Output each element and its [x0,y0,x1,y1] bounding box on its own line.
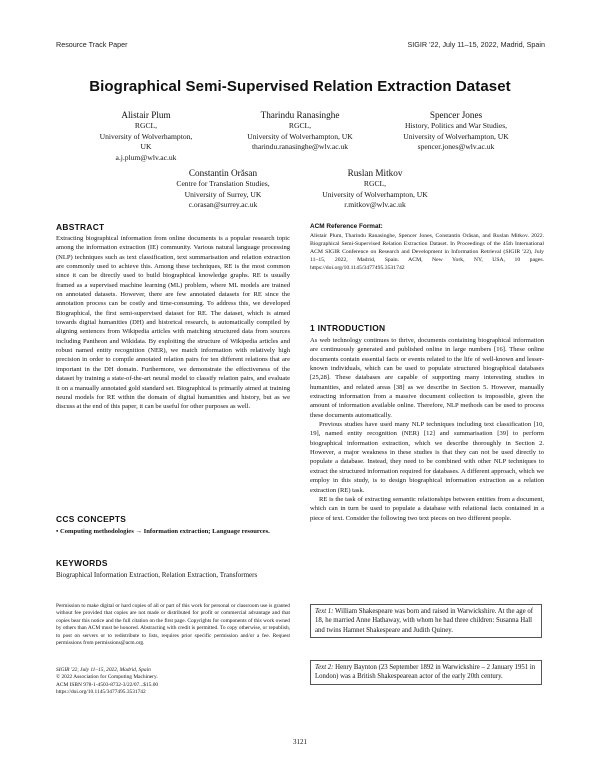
author-name: Ruslan Mitkov [347,168,403,178]
abstract-text: Extracting biographical information from online documents is a popular research topic among the information extraction (IE) community. Various natural language processing (NLP) techniques such as text classification, text summarisation and relation extraction are commonly used to achieve this. Among these techniques, RE is the most common since it can be directly used to build biographical knowledge graphs. RE is usually framed as a supervised machine learning (ML) problem, where ML models are trained on annotated datasets. However, there are few annotated datasets for RE since the annotation process can be costly and time-consuming. To address this, we developed Biographical, the first semi-supervised dataset for RE. The dataset, which is aimed towards digital humanities (DH) and historical research, is automatically compiled by aligning sentences from Wikipedia articles with matching structured data from sources including Pantheon and Wikidata. By exploiting the structure of Wikipedia articles and robust named entity recognition (NER), we match information with relatively high precision in order to compile annotated relation pairs for ten different relations that are important in the DH domain. Furthermore, we demonstrate the effectiveness of the dataset by training a state-of-the-art neural model to classify relation pairs, and evaluate it on a manually annotated gold standard set. Biographical is primarily aimed at training neural models for RE within the domain of digital humanities and history, but as we discuss at the end of this paper, it can be useful for other purposes as well. [56,235,290,411]
author-name: Spencer Jones [429,110,483,120]
running-header-left: Resource Track Paper [56,40,128,49]
author-name: Tharindu Ranasinghe [260,110,340,120]
example-label: Text 1: [315,608,334,615]
copyright-block [56,667,290,697]
ccs-section [56,514,290,536]
ccs-heading: CCS CONCEPTS [56,514,127,524]
author-block [96,109,196,163]
ref-format-heading: ACM Reference Format: [310,223,383,230]
running-header-right: SIGIR '22, July 11–15, 2022, Madrid, Spain [407,40,545,49]
author-affiliation: University of Wolverhampton, UK [247,131,353,141]
abstract-heading: ABSTRACT [56,222,105,232]
keywords-section [56,558,290,580]
page-number: 3121 [293,738,307,746]
paper-title: Biographical Semi-Supervised Relation Extraction Dataset [89,78,511,95]
example-label: Text 2: [315,664,334,671]
author-email: a.j.plum@wlv.ac.uk [115,152,177,162]
author-affiliation: University of Surrey, UK [184,189,262,199]
author-email: c.orasan@surrey.ac.uk [188,200,258,210]
intro-paragraph: As web technology continues to thrive, documents containing biographical information are continuously generated and published online in large numbers [16]. These online documents contain essential facts or events related to the life of well-known and lesser-known individuals, which can be used to populate structured biographical databases [25,28]. These databases are capable of supporting many interesting studies in humanities, and related areas [38] as we describe in Section 5. However, manually extracting information from a massive document collection is impossible, given the amount of information available online. Therefore, NLP methods can be used to process these documents automatically. [310,337,544,419]
introduction-section [310,323,544,523]
copyright-line: © 2022 Association for Computing Machinery. [56,674,158,681]
author-affiliation: University of Wolverhampton, UK [403,131,509,141]
author-affiliation: RGCL, [134,121,158,130]
copyright-line: SIGIR '22, July 11–15, 2022, Madrid, Spain [56,667,151,673]
copyright-line: ACM ISBN 978-1-4503-8732-3/22/07...$15.00 [56,681,159,688]
author-name: Alistair Plum [121,110,171,120]
author-block [158,167,288,211]
author-email: spencer.jones@wlv.ac.uk [417,142,495,152]
author-affiliation: University of Wolverhampton, UK [322,189,428,199]
intro-paragraph: RE is the task of extracting semantic relationships between entities from a document, which can in turn be used to populate a database with relational facts contained in a piece of text. Consider the following two text pieces on two different people. [310,495,544,522]
intro-paragraph: Previous studies have used many NLP techniques including text classification [10, 19], named entity recognition (NER) [12] and summarisation [39] to perform biographical information extraction, which we describe thoroughly in Section 2. However, a major weakness in these studies is that they can not be used directly to populate a database. Instead, they need to be combined with other NLP techniques to extract the structured information required for databases. A different approach, which we employ in this study, is to design biographical information extraction as a relation extraction (RE) task. [310,421,544,494]
doi-link[interactable]: https://doi.org/10.1145/3477495.3531742 [56,689,146,696]
author-affiliation: RGCL, [288,121,312,130]
author-affiliation: University of Wolverhampton, UK [99,131,193,152]
intro-heading: 1 INTRODUCTION [310,323,386,333]
author-affiliation: Centre for Translation Studies, [176,179,270,188]
author-block [310,167,440,211]
example-text: William Shakespeare was born and raised in Warwickshire. At the age of 18, he married Anne Hathaway, with whom he had three children: Susanna Hall and twins Hamnet Shakespeare and Judith Quiney. [315,608,534,634]
keywords-text: Biographical Information Extraction, Relation Extraction, Transformers [56,571,258,579]
example-text: Henry Baynton (23 September 1892 in Warwickshire – 2 January 1951 in London) was a British Shakespearean actor of the early 20th century. [315,664,536,681]
keywords-heading: KEYWORDS [56,558,108,568]
author-block [390,109,522,153]
ref-format-text: Alistair Plum, Tharindu Ranasinghe, Spencer Jones, Constantin Orăsan, and Ruslan Mitkov. 2022. Biographical Semi-Supervised Relation Extraction Dataset. In Proceedings of the 45th International ACM SIGIR Conference on Research and Development in Information Retrieval (SIGIR '22), July 11–15, 2022, Madrid, Spain. ACM, New York, NY, USA, 10 pages. https://doi.org/10.1145/3477495.3531742 [310,233,544,272]
author-email: r.mitkov@wlv.ac.uk [344,200,406,210]
example-text-box [310,604,542,638]
permission-notice: Permission to make digital or hard copies of all or part of this work for personal or classroom use is granted without fee provided that copies are not made or distributed for profit or commercial advantage and that copies bear this notice and the full citation on the first page. Copyrights for components of this work owned by others than ACM must be honored. Abstracting with credit is permitted. To copy otherwise, or republish, to post on servers or to redistribute to lists, requires prior specific permission and/or a fee. Request permissions from permissions@acm.org. [56,603,290,647]
example-text-box [310,660,542,685]
author-email: tharindu.ranasinghe@wlv.ac.uk [251,142,349,152]
author-affiliation: RGCL, [363,179,387,188]
reference-format [310,223,544,272]
author-block [225,109,375,153]
abstract-section [56,222,290,412]
author-name: Constantin Orăsan [188,168,258,178]
author-affiliation: History, Politics and War Studies, [404,121,508,130]
ccs-text: • Computing methodologies → Information extraction; Language resources. [56,528,270,535]
